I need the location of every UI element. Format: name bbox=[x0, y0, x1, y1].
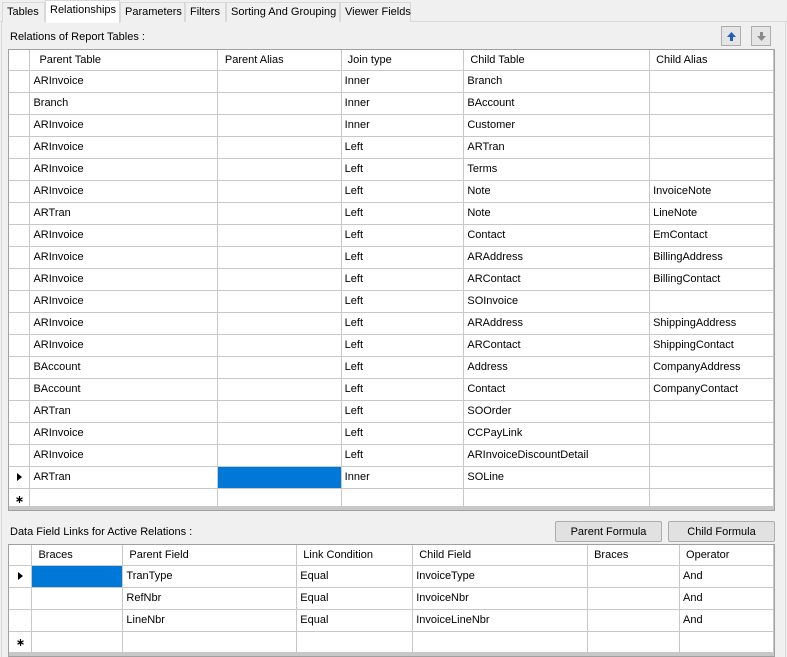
cell-join-type[interactable]: Inner bbox=[341, 92, 464, 114]
cell-parent-alias[interactable] bbox=[217, 92, 341, 114]
cell-parent-alias[interactable] bbox=[217, 70, 341, 92]
cell-parent-alias[interactable] bbox=[217, 444, 341, 466]
row-header[interactable] bbox=[9, 609, 32, 631]
tab-relationships[interactable]: Relationships bbox=[45, 0, 120, 23]
relations-grid[interactable] bbox=[8, 49, 775, 511]
relations-label: Relations of Report Tables : bbox=[10, 31, 145, 43]
cell-parent-field[interactable]: RefNbr bbox=[123, 587, 297, 609]
table-row[interactable] bbox=[9, 114, 774, 136]
row-header[interactable] bbox=[9, 180, 30, 202]
cell-child-field[interactable]: InvoiceType bbox=[413, 565, 588, 587]
row-header[interactable] bbox=[9, 246, 30, 268]
cell-child-alias[interactable] bbox=[650, 400, 774, 422]
cell-child-table[interactable]: ARTran bbox=[464, 136, 650, 158]
row-header-corner bbox=[9, 50, 30, 70]
cell-join-type[interactable]: Left bbox=[341, 268, 464, 290]
cell-parent-table[interactable]: ARInvoice bbox=[30, 180, 217, 202]
table-row[interactable] bbox=[9, 356, 774, 378]
column-header-braces-open[interactable]: Braces bbox=[32, 545, 123, 565]
cell-parent-alias[interactable] bbox=[217, 158, 341, 180]
cell-parent-table[interactable]: ARInvoice bbox=[30, 70, 217, 92]
cell-child-alias[interactable] bbox=[650, 70, 774, 92]
triangle-right-icon bbox=[9, 566, 31, 587]
row-header[interactable] bbox=[9, 290, 30, 312]
cell-braces-open[interactable] bbox=[32, 565, 123, 587]
cell-child-table[interactable]: Branch bbox=[464, 70, 650, 92]
cell-child-alias[interactable]: LineNote bbox=[650, 202, 774, 224]
cell-child-table[interactable]: Terms bbox=[464, 158, 650, 180]
cell-child-alias[interactable] bbox=[650, 136, 774, 158]
row-header[interactable] bbox=[9, 92, 30, 114]
arrow-up-icon bbox=[726, 31, 737, 42]
tab-filters[interactable]: Filters bbox=[185, 2, 226, 22]
row-header[interactable] bbox=[9, 312, 30, 334]
table-row[interactable] bbox=[9, 268, 774, 290]
row-header[interactable] bbox=[9, 444, 30, 466]
cell-parent-table[interactable]: Branch bbox=[30, 92, 217, 114]
cell-child-alias[interactable] bbox=[650, 158, 774, 180]
column-header-child-field[interactable]: Child Field bbox=[413, 545, 588, 565]
cell-braces-open[interactable] bbox=[32, 609, 123, 631]
column-header-operator[interactable]: Operator bbox=[680, 545, 774, 565]
cell-child-table[interactable]: Customer bbox=[464, 114, 650, 136]
cell-parent-table[interactable]: ARInvoice bbox=[30, 444, 217, 466]
column-header-child-alias[interactable]: Child Alias bbox=[650, 50, 774, 70]
column-header-join-type[interactable]: Join type bbox=[341, 50, 464, 70]
cell-join-type[interactable]: Left bbox=[341, 202, 464, 224]
cell-parent-table[interactable]: ARInvoice bbox=[30, 246, 217, 268]
cell-parent-alias[interactable] bbox=[217, 114, 341, 136]
cell-operator[interactable] bbox=[680, 631, 774, 653]
cell-braces-open[interactable] bbox=[32, 631, 123, 653]
row-header[interactable] bbox=[9, 378, 30, 400]
row-header[interactable] bbox=[9, 466, 30, 488]
cell-child-table[interactable]: SOInvoice bbox=[464, 290, 650, 312]
cell-join-type[interactable]: Left bbox=[341, 356, 464, 378]
cell-child-table[interactable]: ARContact bbox=[464, 268, 650, 290]
table-row[interactable] bbox=[9, 587, 774, 609]
row-header[interactable] bbox=[9, 400, 30, 422]
row-header[interactable] bbox=[9, 422, 30, 444]
cell-child-alias[interactable] bbox=[650, 114, 774, 136]
cell-parent-alias[interactable] bbox=[217, 224, 341, 246]
table-row[interactable] bbox=[9, 290, 774, 312]
column-header-child-table[interactable]: Child Table bbox=[464, 50, 650, 70]
arrow-down-icon bbox=[756, 31, 767, 42]
cell-parent-table[interactable]: ARInvoice bbox=[30, 268, 217, 290]
cell-child-table[interactable]: SOLine bbox=[464, 466, 650, 488]
table-row[interactable] bbox=[9, 378, 774, 400]
cell-parent-alias[interactable] bbox=[217, 180, 341, 202]
cell-child-table[interactable]: SOOrder bbox=[464, 400, 650, 422]
cell-braces-close[interactable] bbox=[588, 609, 680, 631]
cell-parent-alias[interactable] bbox=[217, 422, 341, 444]
row-header[interactable] bbox=[9, 70, 30, 92]
cell-child-table[interactable]: Contact bbox=[464, 224, 650, 246]
row-header[interactable] bbox=[9, 356, 30, 378]
cell-child-alias[interactable]: EmContact bbox=[650, 224, 774, 246]
cell-operator[interactable]: And bbox=[680, 609, 774, 631]
tab-tables[interactable]: Tables bbox=[2, 2, 45, 22]
cell-braces-close[interactable] bbox=[588, 565, 680, 587]
cell-child-table[interactable]: ARAddress bbox=[464, 246, 650, 268]
cell-link-condition[interactable] bbox=[297, 631, 413, 653]
cell-parent-table[interactable]: BAccount bbox=[30, 356, 217, 378]
cell-parent-table[interactable]: ARInvoice bbox=[30, 114, 217, 136]
cell-join-type[interactable]: Left bbox=[341, 158, 464, 180]
cell-join-type[interactable]: Left bbox=[341, 290, 464, 312]
row-header[interactable] bbox=[9, 268, 30, 290]
cell-parent-field[interactable]: TranType bbox=[123, 565, 297, 587]
cell-parent-alias[interactable] bbox=[217, 268, 341, 290]
cell-braces-close[interactable] bbox=[588, 631, 680, 653]
tab-bar bbox=[0, 0, 787, 22]
cell-join-type[interactable]: Left bbox=[341, 422, 464, 444]
table-row[interactable] bbox=[9, 224, 774, 246]
table-row[interactable] bbox=[9, 136, 774, 158]
cell-join-type[interactable]: Left bbox=[341, 334, 464, 356]
cell-child-table[interactable]: Note bbox=[464, 180, 650, 202]
column-header-parent-field[interactable]: Parent Field bbox=[123, 545, 297, 565]
cell-parent-table[interactable]: ARInvoice bbox=[30, 136, 217, 158]
cell-parent-alias[interactable] bbox=[217, 246, 341, 268]
cell-parent-table[interactable]: ARInvoice bbox=[30, 158, 217, 180]
cell-parent-table[interactable]: ARInvoice bbox=[30, 334, 217, 356]
table-row[interactable] bbox=[9, 312, 774, 334]
cell-child-alias[interactable] bbox=[650, 422, 774, 444]
cell-child-alias[interactable]: InvoiceNote bbox=[650, 180, 774, 202]
cell-child-table[interactable]: Note bbox=[464, 202, 650, 224]
cell-parent-table[interactable]: ARInvoice bbox=[30, 312, 217, 334]
cell-child-table[interactable]: ARAddress bbox=[464, 312, 650, 334]
cell-operator[interactable]: And bbox=[680, 587, 774, 609]
tab-parameters[interactable]: Parameters bbox=[120, 2, 185, 22]
cell-child-alias[interactable]: ShippingContact bbox=[650, 334, 774, 356]
cell-parent-alias[interactable] bbox=[217, 290, 341, 312]
column-header-parent-alias[interactable]: Parent Alias bbox=[217, 50, 341, 70]
cell-child-table[interactable]: BAccount bbox=[464, 92, 650, 114]
cell-parent-table[interactable]: ARInvoice bbox=[30, 224, 217, 246]
cell-parent-field[interactable]: LineNbr bbox=[123, 609, 297, 631]
row-header[interactable] bbox=[9, 224, 30, 246]
child-formula-button[interactable]: Child Formula bbox=[668, 521, 775, 542]
cell-link-condition[interactable]: Equal bbox=[297, 565, 413, 587]
cell-child-table[interactable]: CCPayLink bbox=[464, 422, 650, 444]
table-row[interactable] bbox=[9, 202, 774, 224]
cell-join-type[interactable]: Left bbox=[341, 246, 464, 268]
row-header[interactable] bbox=[9, 565, 32, 587]
table-row[interactable] bbox=[9, 466, 774, 488]
cell-parent-table[interactable]: BAccount bbox=[30, 378, 217, 400]
move-up-button[interactable] bbox=[721, 26, 741, 46]
cell-child-alias[interactable]: BillingContact bbox=[650, 268, 774, 290]
cell-parent-table[interactable]: ARInvoice bbox=[30, 290, 217, 312]
cell-child-alias[interactable]: CompanyContact bbox=[650, 378, 774, 400]
cell-child-table[interactable]: ARInvoiceDiscountDetail bbox=[464, 444, 650, 466]
row-header[interactable] bbox=[9, 158, 30, 180]
cell-parent-field[interactable] bbox=[123, 631, 297, 653]
links-header-row bbox=[9, 545, 774, 565]
tab-sorting-and-grouping[interactable]: Sorting And Grouping bbox=[226, 2, 340, 22]
cell-parent-alias[interactable] bbox=[217, 136, 341, 158]
cell-join-type[interactable]: Left bbox=[341, 400, 464, 422]
cell-join-type[interactable]: Inner bbox=[341, 114, 464, 136]
cell-child-alias[interactable] bbox=[650, 466, 774, 488]
cell-child-alias[interactable]: ShippingAddress bbox=[650, 312, 774, 334]
cell-join-type[interactable]: Left bbox=[341, 224, 464, 246]
cell-operator[interactable]: And bbox=[680, 565, 774, 587]
column-header-parent-table[interactable]: Parent Table bbox=[30, 50, 217, 70]
cell-join-type[interactable]: Inner bbox=[341, 70, 464, 92]
cell-parent-alias[interactable] bbox=[217, 312, 341, 334]
cell-parent-table[interactable]: ARInvoice bbox=[30, 422, 217, 444]
parent-formula-button[interactable]: Parent Formula bbox=[555, 521, 662, 542]
cell-child-alias[interactable] bbox=[650, 444, 774, 466]
cell-child-table[interactable]: Contact bbox=[464, 378, 650, 400]
table-row[interactable] bbox=[9, 92, 774, 114]
grid-bottom-edge bbox=[9, 652, 774, 656]
cell-parent-alias[interactable] bbox=[217, 378, 341, 400]
triangle-right-icon bbox=[9, 467, 29, 488]
move-down-button[interactable] bbox=[751, 26, 771, 46]
table-row[interactable] bbox=[9, 334, 774, 356]
cell-braces-close[interactable] bbox=[588, 587, 680, 609]
cell-child-field[interactable]: InvoiceLineNbr bbox=[413, 609, 588, 631]
tab-viewer-fields[interactable]: Viewer Fields bbox=[340, 2, 411, 22]
table-row[interactable] bbox=[9, 609, 774, 631]
row-header-corner bbox=[9, 545, 32, 565]
cell-child-field[interactable]: InvoiceNbr bbox=[413, 587, 588, 609]
cell-parent-table[interactable]: ARTran bbox=[30, 466, 217, 488]
cell-parent-alias[interactable] bbox=[217, 356, 341, 378]
row-header[interactable] bbox=[9, 136, 30, 158]
cell-child-alias[interactable] bbox=[650, 290, 774, 312]
cell-parent-table[interactable]: ARTran bbox=[30, 400, 217, 422]
relations-header-row bbox=[9, 50, 774, 70]
row-header[interactable] bbox=[9, 202, 30, 224]
table-row[interactable] bbox=[9, 400, 774, 422]
cell-join-type[interactable]: Left bbox=[341, 312, 464, 334]
cell-parent-alias[interactable] bbox=[217, 334, 341, 356]
table-row[interactable] bbox=[9, 565, 774, 587]
cell-child-alias[interactable]: CompanyAddress bbox=[650, 356, 774, 378]
row-header[interactable] bbox=[9, 631, 32, 653]
relationships-panel bbox=[1, 22, 786, 657]
table-row[interactable] bbox=[9, 180, 774, 202]
cell-link-condition[interactable]: Equal bbox=[297, 587, 413, 609]
row-header[interactable] bbox=[9, 114, 30, 136]
column-header-link-condition[interactable]: Link Condition bbox=[297, 545, 413, 565]
links-label: Data Field Links for Active Relations : bbox=[10, 526, 193, 538]
asterisk-icon bbox=[9, 632, 31, 653]
cell-join-type[interactable]: Left bbox=[341, 444, 464, 466]
cell-parent-table[interactable]: ARTran bbox=[30, 202, 217, 224]
cell-join-type[interactable]: Left bbox=[341, 180, 464, 202]
table-row[interactable] bbox=[9, 444, 774, 466]
cell-child-alias[interactable] bbox=[650, 92, 774, 114]
column-header-braces-close[interactable]: Braces bbox=[588, 545, 680, 565]
cell-child-alias[interactable]: BillingAddress bbox=[650, 246, 774, 268]
table-row[interactable] bbox=[9, 70, 774, 92]
cell-parent-alias[interactable] bbox=[217, 202, 341, 224]
grid-bottom-edge bbox=[9, 506, 774, 510]
cell-child-table[interactable]: ARContact bbox=[464, 334, 650, 356]
cell-child-field[interactable] bbox=[413, 631, 588, 653]
new-row[interactable] bbox=[9, 631, 774, 653]
cell-braces-open[interactable] bbox=[32, 587, 123, 609]
cell-join-type[interactable]: Left bbox=[341, 378, 464, 400]
row-header[interactable] bbox=[9, 334, 30, 356]
table-row[interactable] bbox=[9, 158, 774, 180]
cell-parent-alias[interactable] bbox=[217, 466, 341, 488]
table-row[interactable] bbox=[9, 422, 774, 444]
cell-join-type[interactable]: Inner bbox=[341, 466, 464, 488]
links-grid[interactable] bbox=[8, 544, 775, 657]
cell-link-condition[interactable]: Equal bbox=[297, 609, 413, 631]
row-header[interactable] bbox=[9, 587, 32, 609]
cell-child-table[interactable]: Address bbox=[464, 356, 650, 378]
table-row[interactable] bbox=[9, 246, 774, 268]
cell-parent-alias[interactable] bbox=[217, 400, 341, 422]
cell-join-type[interactable]: Left bbox=[341, 136, 464, 158]
